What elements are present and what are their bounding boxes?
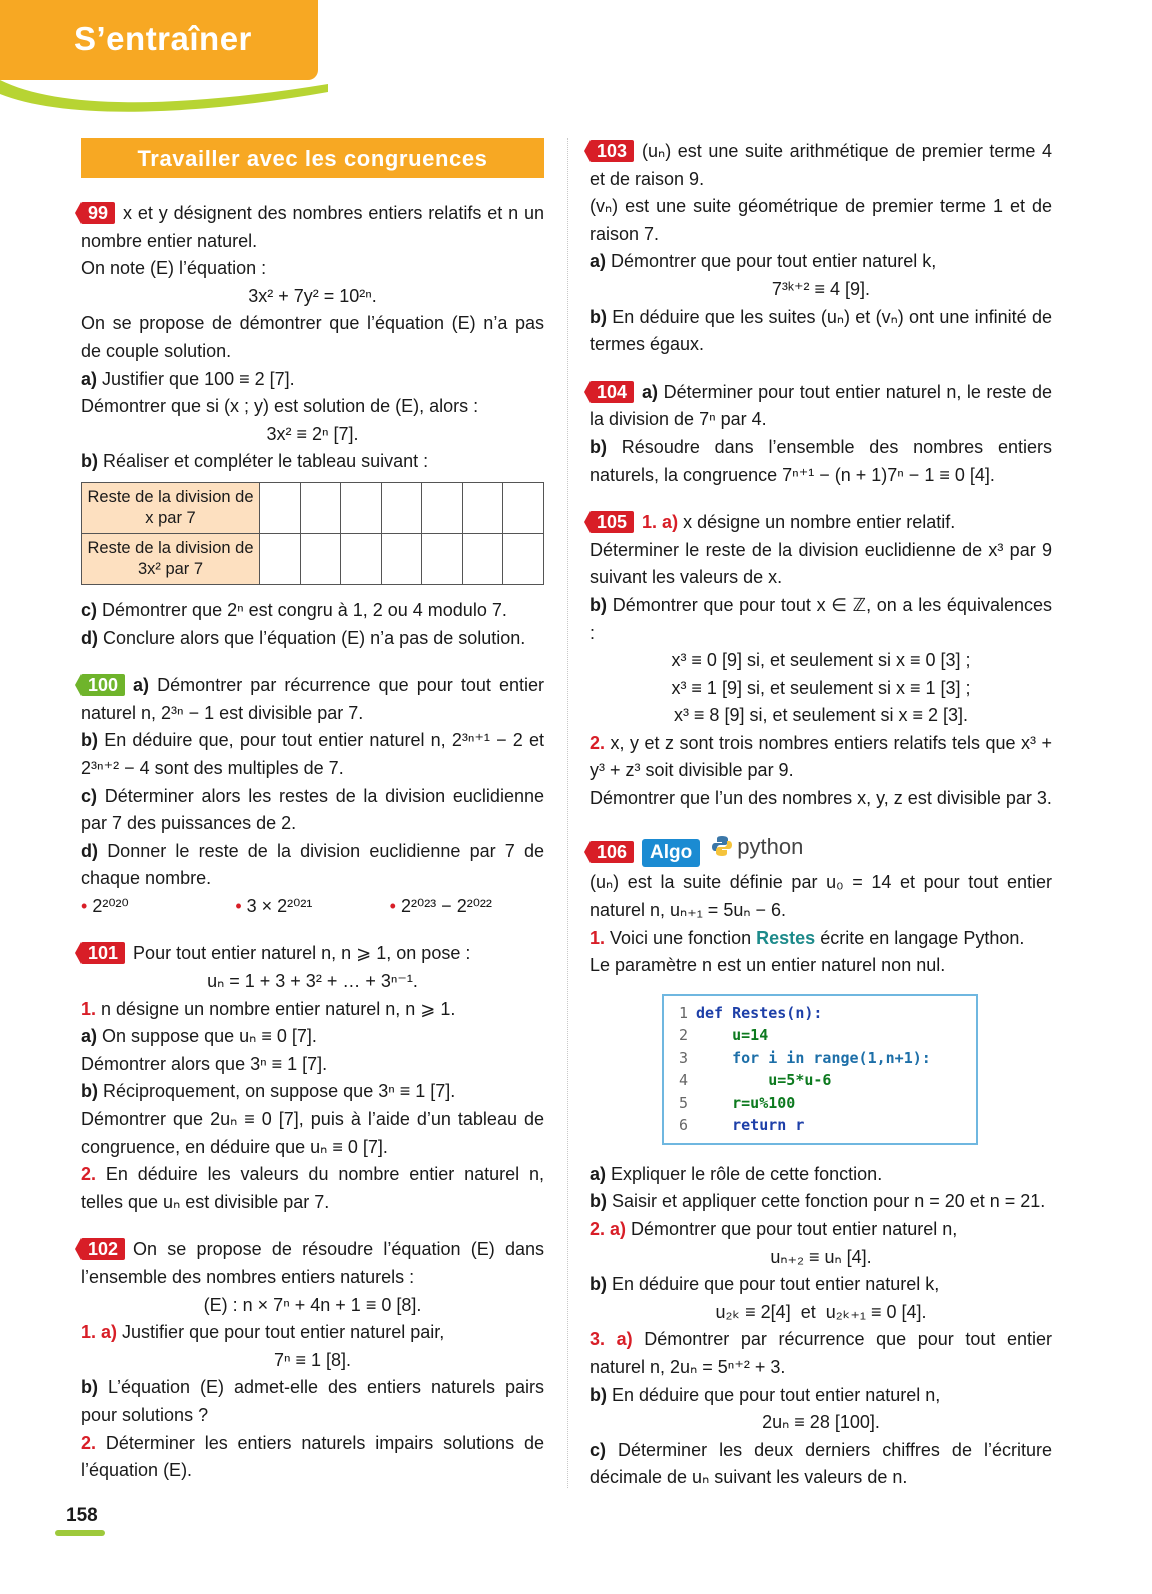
- ex100-c-label: c): [81, 785, 98, 806]
- ex106-p1-fn: Restes: [756, 927, 816, 948]
- ex105-p2: x, y et z sont trois nombres entiers relatifs tels que x³ + y³ + z³ soit divisible par 9.: [590, 732, 1052, 781]
- exercise-103: [590, 138, 1052, 359]
- ex99-b: Réaliser et compléter le tableau suivant :: [103, 451, 429, 472]
- ex99-a2: Démontrer que si (x ; y) est solution de (E), alors :: [81, 396, 479, 417]
- ex100-d: Donner le reste de la division euclidienne par 7 de chaque nombre.: [81, 840, 544, 889]
- ex106-p2b-eq: u₂ₖ ≡ 2[4] et u₂ₖ₊₁ ≡ 0 [4].: [715, 1301, 927, 1322]
- exercise-102: [81, 1236, 544, 1484]
- ex101-p2: En déduire les valeurs du nombre entier naturel n, telles que uₙ est divisible par 7.: [81, 1164, 544, 1212]
- ex99-a-label: a): [81, 368, 98, 389]
- ex103-a-label: a): [590, 251, 607, 272]
- ex101-a: On suppose que uₙ ≡ 0 [7].: [102, 1026, 317, 1047]
- ex105-p1b: Déterminer le reste de la division euclidienne de x³ par 9 suivant les valeurs de x.: [590, 539, 1052, 588]
- ex100-a-label: a): [133, 675, 150, 696]
- ex99-a: Justifier que 100 ≡ 2 [7].: [102, 368, 295, 389]
- ex106-p3-label: 3. a): [590, 1329, 633, 1350]
- ex106-l1: (uₙ) est la suite définie par u₀ = 14 et pour tout entier naturel n, uₙ₊₁ = 5uₙ − 6.: [590, 872, 1052, 921]
- ex106-p2: Démontrer que pour tout entier naturel n,: [631, 1219, 958, 1240]
- ex103-b-label: b): [590, 306, 607, 327]
- ex106-p3c: Déterminer les deux derniers chiffres de l’écriture décimale de uₙ suivant les valeurs de n.: [590, 1439, 1052, 1488]
- bullet-2: 3 × 2²⁰²¹: [246, 895, 313, 916]
- code-line: 2 u=14: [678, 1026, 769, 1045]
- code-line: 3 for i in range(1,n+1):: [678, 1048, 931, 1067]
- exercise-number: 106: [590, 841, 634, 863]
- python-label: python: [737, 833, 804, 859]
- ex106-p3b-eq: 2uₙ ≡ 28 [100].: [762, 1412, 880, 1433]
- page-number-underline: [55, 1530, 105, 1536]
- ex102-p1-label: 1. a): [81, 1322, 118, 1343]
- bullet-1: 2²⁰²⁰: [92, 895, 129, 916]
- code-line: 1 def Restes(n):: [678, 1003, 823, 1022]
- column-divider: [567, 138, 568, 1488]
- ex102-b: L’équation (E) admet-elle des entiers naturels pairs pour solutions ?: [81, 1377, 544, 1425]
- ex106-p3b-label: b): [590, 1384, 607, 1405]
- ex105-eq2: x³ ≡ 1 [9] si, et seulement si x ≡ 1 [3] ;: [671, 677, 971, 698]
- algo-badge: Algo: [642, 839, 700, 867]
- ex99-c-label: c): [81, 599, 98, 620]
- code-line: 5 r=u%100: [678, 1093, 796, 1112]
- table-row: [82, 533, 544, 584]
- exercise-number: 103: [590, 140, 634, 162]
- ex106-p3: Démontrer par récurrence que pour tout entier naturel n, 2uₙ = 5ⁿ⁺² + 3.: [590, 1329, 1052, 1377]
- ex102-p2-label: 2.: [81, 1432, 97, 1453]
- ex101-a2: Démontrer alors que 3ⁿ ≡ 1 [7].: [81, 1053, 328, 1074]
- ex106-p2b: En déduire que pour tout entier naturel k,: [612, 1274, 940, 1295]
- python-icon: [710, 834, 734, 858]
- python-logo: [710, 833, 803, 861]
- right-column: [590, 138, 1052, 1512]
- exercise-106: [590, 833, 1052, 1492]
- ex100-a: Démontrer par récurrence que pour tout entier naturel n, 2³ⁿ − 1 est divisible par 7.: [81, 675, 544, 723]
- ex102-p1: Justifier que pour tout entier naturel pair,: [122, 1322, 445, 1343]
- ex102-intro: On se propose de résoudre l’équation (E) dans l’ensemble des nombres entiers naturels :: [81, 1239, 544, 1287]
- ex104-a-label: a): [642, 381, 659, 402]
- ex106-p1-post: écrite en langage Python.: [820, 927, 1025, 948]
- ex106-p1-pre: Voici une fonction: [610, 927, 752, 948]
- table-row: [82, 482, 544, 533]
- left-column: [81, 138, 544, 1505]
- ex102-p1-eq: 7ⁿ ≡ 1 [8].: [273, 1349, 352, 1370]
- ex99-c: Démontrer que 2ⁿ est congru à 1, 2 ou 4 modulo 7.: [102, 599, 507, 620]
- ex106-p2-eq: uₙ₊₂ ≡ uₙ [4].: [770, 1246, 872, 1267]
- exercise-number: 99: [81, 202, 115, 224]
- ex104-a: Déterminer pour tout entier naturel n, le reste de la division de 7ⁿ par 4.: [590, 381, 1052, 430]
- ex102-b-label: b): [81, 1377, 98, 1398]
- ex105-p1-label: 1. a): [642, 512, 679, 533]
- ex99-a-eq: 3x² ≡ 2ⁿ [7].: [266, 423, 359, 444]
- ex100-b: En déduire que, pour tout entier naturel n, 2³ⁿ⁺¹ − 2 et 2³ⁿ⁺² − 4 sont des multiples de 7.: [81, 730, 544, 778]
- ex100-b-label: b): [81, 730, 98, 751]
- table-header-x: Reste de la division de x par 7: [82, 482, 260, 533]
- ex101-b-label: b): [81, 1081, 98, 1102]
- ex101-eq: uₙ = 1 + 3 + 3² + … + 3ⁿ⁻¹.: [207, 971, 418, 992]
- ex101-intro: Pour tout entier naturel n, n ⩾ 1, on pose :: [133, 943, 471, 964]
- exercise-number: 100: [81, 674, 125, 696]
- ex101-p1: n désigne un nombre entier naturel n, n ⩾ 1.: [101, 998, 456, 1019]
- ex106-p1-label: 1.: [590, 927, 606, 948]
- ex99-l3: On se propose de démontrer que l’équation (E) n’a pas de couple solution.: [81, 313, 544, 361]
- ex99-b-label: b): [81, 451, 98, 472]
- ex103-l2: (vₙ) est une suite géométrique de premier terme 1 et de raison 7.: [590, 196, 1052, 244]
- ex105-p2-label: 2.: [590, 732, 606, 753]
- ex105-p1: x désigne un nombre entier relatif.: [683, 512, 956, 533]
- remainder-table: [81, 482, 544, 585]
- ex105-b: Démontrer que pour tout x ∈ ℤ, on a les équivalences :: [590, 594, 1052, 643]
- ex106-p1b: Le paramètre n est un entier naturel non nul.: [590, 955, 946, 976]
- code-line: 4 u=5*u-6: [678, 1071, 832, 1090]
- exercise-105: [590, 509, 1052, 813]
- code-line: 6 return r: [678, 1116, 805, 1135]
- exercise-100: [81, 672, 544, 920]
- exercise-99: [81, 200, 544, 652]
- ex105-eq1: x³ ≡ 0 [9] si, et seulement si x ≡ 0 [3] ;: [671, 650, 971, 671]
- header-swoosh: [0, 62, 330, 112]
- exercise-number: 105: [590, 511, 634, 533]
- ex101-b2: Démontrer que 2uₙ ≡ 0 [7], puis à l’aide d’un tableau de congruence, en déduire que uₙ ≡ 0 [7].: [81, 1109, 544, 1157]
- ex99-eq: 3x² + 7y² = 10²ⁿ.: [248, 285, 377, 306]
- ex100-c: Déterminer alors les restes de la division euclidienne par 7 des puissances de 2.: [81, 785, 544, 834]
- exercise-number: 102: [81, 1238, 125, 1260]
- ex101-p1-label: 1.: [81, 998, 97, 1019]
- ex106-p3c-label: c): [590, 1439, 607, 1460]
- section-title: Travailler avec les congruences: [81, 138, 544, 178]
- ex101-p2-label: 2.: [81, 1164, 97, 1185]
- ex103-a-eq: 7³ᵏ⁺² ≡ 4 [9].: [771, 278, 871, 299]
- ex101-b: Réciproquement, on suppose que 3ⁿ ≡ 1 [7].: [103, 1081, 456, 1102]
- ex99-d: Conclure alors que l’équation (E) n’a pas de solution.: [103, 627, 526, 648]
- ex101-a-label: a): [81, 1026, 98, 1047]
- ex103-l1: (uₙ) est une suite arithmétique de premier terme 4 et de raison 9.: [590, 141, 1052, 189]
- ex105-eq3: x³ ≡ 8 [9] si, et seulement si x ≡ 2 [3].: [673, 705, 969, 726]
- ex103-b: En déduire que les suites (uₙ) et (vₙ) ont une infinité de termes égaux.: [590, 306, 1052, 355]
- table-header-3x2: Reste de la division de 3x² par 7: [82, 533, 260, 584]
- page-number: 158: [66, 1505, 98, 1526]
- ex106-b-label: b): [590, 1191, 607, 1212]
- ex106-p2-label: 2. a): [590, 1219, 627, 1240]
- exercise-number: 104: [590, 381, 634, 403]
- bullet-3: 2²⁰²³ − 2²⁰²²: [400, 895, 492, 916]
- exercise-number: 101: [81, 942, 125, 964]
- ex106-a: Expliquer le rôle de cette fonction.: [611, 1163, 883, 1184]
- ex100-d-label: d): [81, 840, 98, 861]
- exercise-104: [590, 379, 1052, 489]
- ex106-b: Saisir et appliquer cette fonction pour n = 20 et n = 21.: [612, 1191, 1046, 1212]
- ex99-d-label: d): [81, 627, 98, 648]
- ex99-l1: x et y désignent des nombres entiers relatifs et n un nombre entier naturel.: [81, 203, 544, 251]
- ex99-l2: On note (E) l’équation :: [81, 258, 267, 279]
- ex104-b: Résoudre dans l’ensemble des nombres entiers naturels, la congruence 7ⁿ⁺¹ − (n + 1)7ⁿ − 1 ≡ 0 [4].: [590, 436, 1052, 485]
- ex106-a-label: a): [590, 1163, 607, 1184]
- ex102-eq: (E) : n × 7ⁿ + 4n + 1 ≡ 0 [8].: [203, 1294, 422, 1315]
- ex105-p2b: Démontrer que l’un des nombres x, y, z est divisible par 3.: [590, 788, 1052, 809]
- ex100-bullets: • 2²⁰²⁰ • 3 × 2²⁰²¹ • 2²⁰²³ − 2²⁰²²: [81, 895, 492, 916]
- exercise-101: [81, 940, 544, 1216]
- header-title: S’entraîner: [74, 20, 252, 57]
- ex103-a: Démontrer que pour tout entier naturel k,: [611, 251, 937, 272]
- ex106-p3b: En déduire que pour tout entier naturel n,: [612, 1384, 941, 1405]
- ex106-p2b-label: b): [590, 1274, 607, 1295]
- ex102-p2: Déterminer les entiers naturels impairs solutions de l’équation (E).: [81, 1432, 544, 1481]
- ex105-b-label: b): [590, 594, 607, 615]
- code-block: [662, 994, 978, 1145]
- ex104-b-label: b): [590, 436, 607, 457]
